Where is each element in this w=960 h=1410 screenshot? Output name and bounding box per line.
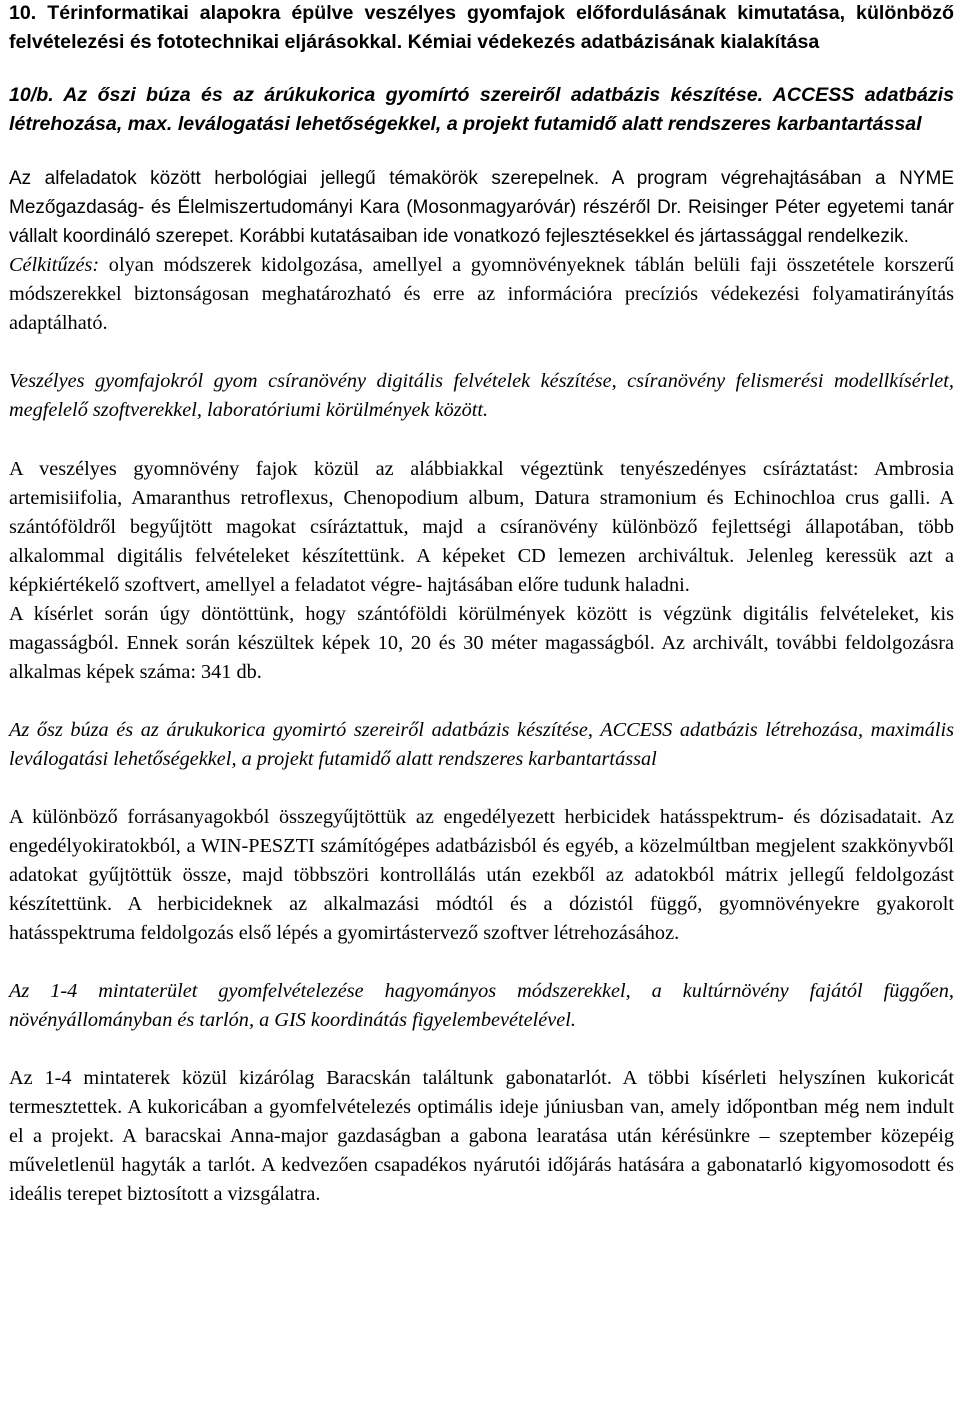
subheading-part-1: 10/b. Az őszi búza és az árúkukorica gyomírtó szereiről adatbázis készítése. ACCESS adatbázis létrehozása, max. — [9, 84, 954, 135]
section-3-title: Az 1-4 mintaterület gyomfelvételezése hagyományos módszerekkel, a kultúrnövény fajától függően, növényállományban és tarlón, a GIS koordinátás figyelembevételével. — [9, 980, 954, 1031]
document-heading: 10. Térinformatikai alapokra épülve veszélyes gyomfajok előfordulásának kimutatása, különböző felvételezési és fototechnikai eljárásokkal. Kémiai védekezés adatbázisának kialakítása — [9, 2, 954, 53]
section-1-title: Veszélyes gyomfajokról gyom csíranövény digitális felvételek készítése, csíranövény felismerési modellkísérlet, megfelelő szoftverekkel, laboratóriumi körülmények között. — [9, 370, 954, 421]
section-3-paragraph: Az 1-4 mintaterek közül kizárólag Baracskán találtunk gabonatarlót. A többi kísérleti helyszínen kukoricát termesztettek. A kukoricában a gyomfelvételezés optimális ideje júniusban van, amely időpontban még nem indult el a projekt. A baracskai Anna-major gazdaságban a gabona learatása után kérésünkre – szeptember közepéig műveletlenül hagyták a tarlót. A kedvezően csapadékos nyárutói időjárás hatására a gabonatarló kigyomosodott és ideális terepet biztosított a vizsgálatra. — [9, 1067, 954, 1205]
section-2-paragraph: A különböző forrásanyagokból összegyűjtöttük az engedélyezett herbicidek hatásspektrum- és dózisadatait. Az engedélyokiratokból, a WIN-PESZTI számítógépes adatbázisból és egyéb, a közelmúltban megjelent szakkönyvből adatokat gyűjtöttük össze, majd többszöri kontrollálás után ezekből az adatokból mátrix jellegű feldolgozást készítettünk. A herbicideknek az alkalmazási módtól és a dózistól függő, gyomnövényekre gyakorolt hatásspektruma feldolgozás első lépés a gyomirtástervező szoftver létrehozásához. — [9, 806, 954, 944]
intro-paragraph: Az alfeladatok között herbológiai jellegű témakörök szerepelnek. A program végrehajtásában a NYME Mezőgazdaság- és Élelmiszertudományi Kara (Mosonmagyaróvár) részéről Dr. Reisinger Péter egyetemi tanár vállalt koordináló szerepet. Korábbi kutatásaiban ide vonatkozó fejlesztésekkel és jártassággal rendelkezik. — [9, 168, 954, 247]
section-2-title: Az ősz búza és az árukukorica gyomirtó szereiről adatbázis készítése, ACCESS adatbázis létrehozása, maximális leválogatási lehetőségekkel, a projekt futamidő alatt rendszeres karbantartással — [9, 719, 954, 770]
goal-text: olyan módszerek kidolgozása, amellyel a gyomnövényeknek táblán belüli faji összetétele korszerű módszerekkel biztonságosan meghatározható és erre az információra precíziós védekezési folyamatirányítás adaptálható. — [9, 254, 954, 334]
goal-paragraph — [9, 251, 954, 338]
document-page — [9, 0, 954, 1209]
section-1-paragraph-2: A kísérlet során úgy döntöttünk, hogy szántóföldi körülmények között is végzünk digitális felvételeket, kis magasságból. Ennek során készültek képek 10, 20 és 30 méter magasságból. Az archivált, további feldolgozásra alkalmas képek száma: 341 db. — [9, 603, 954, 683]
document-subheading — [9, 81, 954, 139]
section-1-paragraph-1: A veszélyes gyomnövény fajok közül az alábbiakkal végeztünk tenyészedényes csíráztatást: Ambrosia artemisiifolia, Amaranthus retroflexus, Chenopodium album, Datura stramonium és Echinochloa crus galli. A szántóföldről begyűjtött magokat csíráztattuk, majd a csíranövény különböző fejlettségi állapotában, több alkalommal digitális felvételeket készítettünk. A képeket CD lemezen archiváltuk. Jelenleg keressük azt a képkiértékelő szoftvert, amellyel a feladatot végre- hajtásában előre tudunk haladni. — [9, 458, 954, 596]
goal-label: Célkitűzés: — [9, 254, 100, 276]
subheading-part-2: leválogatási lehetőségekkel, a projekt futamidő alatt rendszeres karbantartással — [172, 113, 922, 135]
